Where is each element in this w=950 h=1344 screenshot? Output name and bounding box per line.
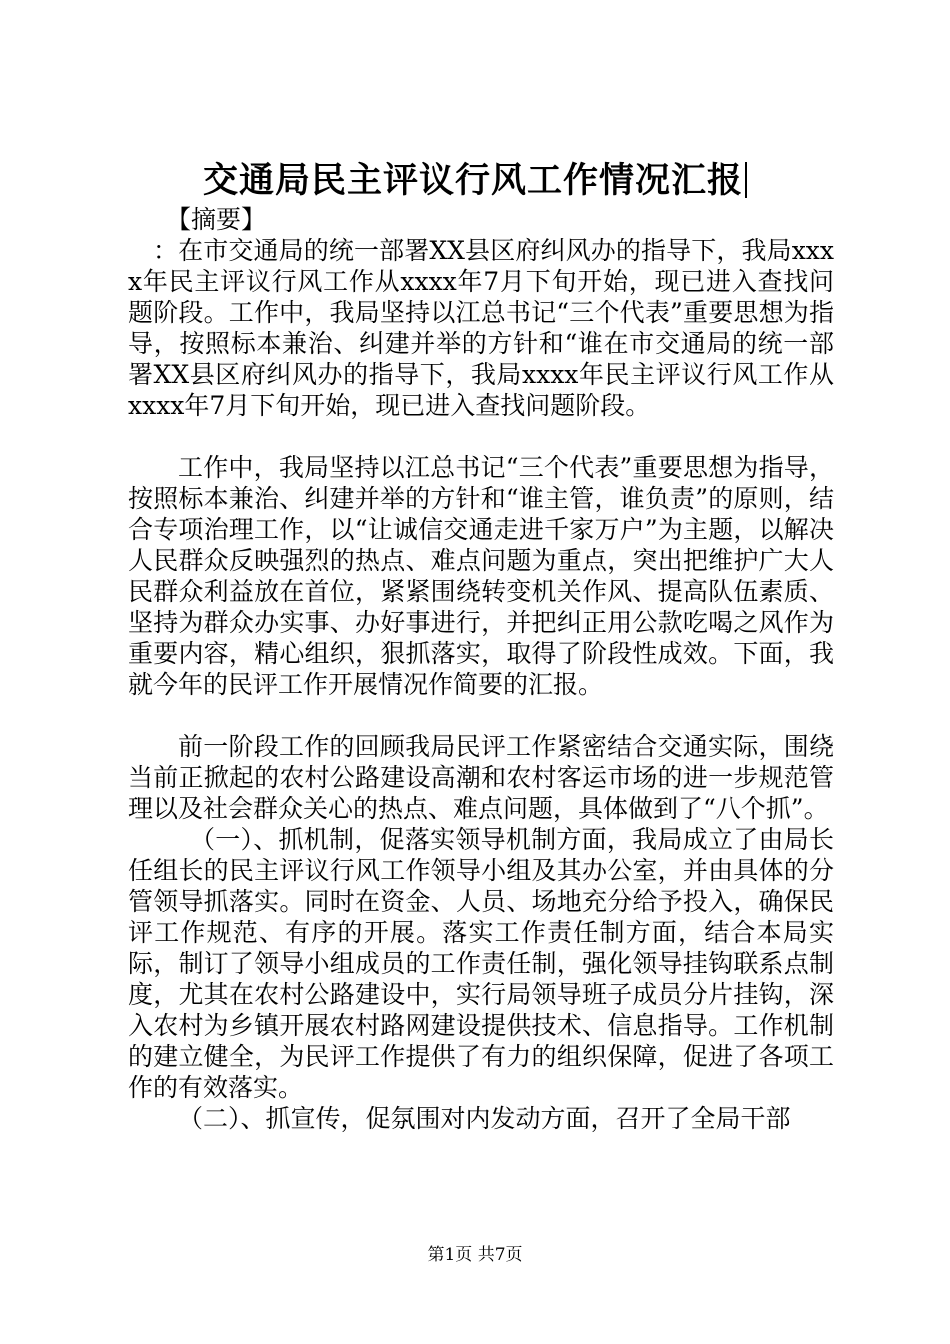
paragraph-gap [128, 421, 834, 452]
document-title [0, 158, 950, 204]
paragraph-review: 前一阶段工作的回顾我局民评工作紧密结合交通实际，围绕当前正掀起的农村公路建设高潮和农村客运市场的进一步规范管理以及社会群众关心的热点、难点问题，具体做到了“八个抓”。 [128, 732, 834, 823]
text-cursor [745, 162, 747, 198]
paragraph-abstract: ：在市交通局的统一部署XX县区府纠风办的指导下，我局xxxx年民主评议行风工作从xxxx年7月下旬开始，现已进入查找问题阶段。工作中，我局坚持以江总书记“三个代表”重要思想为指导，按照标本兼治、纠建并举的方针和“谁在市交通局的统一部署XX县区府纠风办的指导下，我局xxxx年民主评议行风工作从xxxx年7月下旬开始，现已进入查找问题阶段。 [128, 236, 834, 420]
paragraph-gap [128, 700, 834, 731]
document-body [128, 204, 834, 1134]
page-footer: 第1页 共7页 [427, 1245, 523, 1265]
paragraph-work: 工作中，我局坚持以江总书记“三个代表”重要思想为指导，按照标本兼治、纠建并举的方针和“谁主管，谁负责”的原则，结合专项治理工作，以“让诚信交通走进千家万户”为主题，以解决人民群众反映强烈的热点、难点问题为重点，突出把维护广大人民群众利益放在首位，紧紧围绕转变机关作风、提高队伍素质、坚持为群众办实事、办好事进行，并把纠正用公款吃喝之风作为重要内容，精心组织，狠抓落实，取得了阶段性成效。下面，我就今年的民评工作开展情况作简要的汇报。 [128, 453, 834, 699]
abstract-label: 【摘要】 [166, 205, 267, 234]
paragraph-mechanism: （一）、抓机制，促落实领导机制方面，我局成立了由局长任组长的民主评议行风工作领导小组及其办公室，并由具体的分管领导抓落实。同时在资金、人员、场地充分给予投入，确保民评工作规范、有序的开展。落实工作责任制方面，结合本局实际，制订了领导小组成员的工作责任制，强化领导挂钩联系点制度，尤其在农村公路建设中，实行局领导班子成员分片挂钩，深入农村为乡镇开展农村路网建设提供技术、信息指导。工作机制的建立健全，为民评工作提供了有力的组织保障，促进了各项工作的有效落实。 [128, 825, 834, 1102]
paragraph-publicity: （二）、抓宣传，促氛围对内发动方面，召开了全局干部 [178, 1104, 791, 1133]
title-text: 交通局民主评议行风工作情况汇报 [202, 160, 743, 201]
